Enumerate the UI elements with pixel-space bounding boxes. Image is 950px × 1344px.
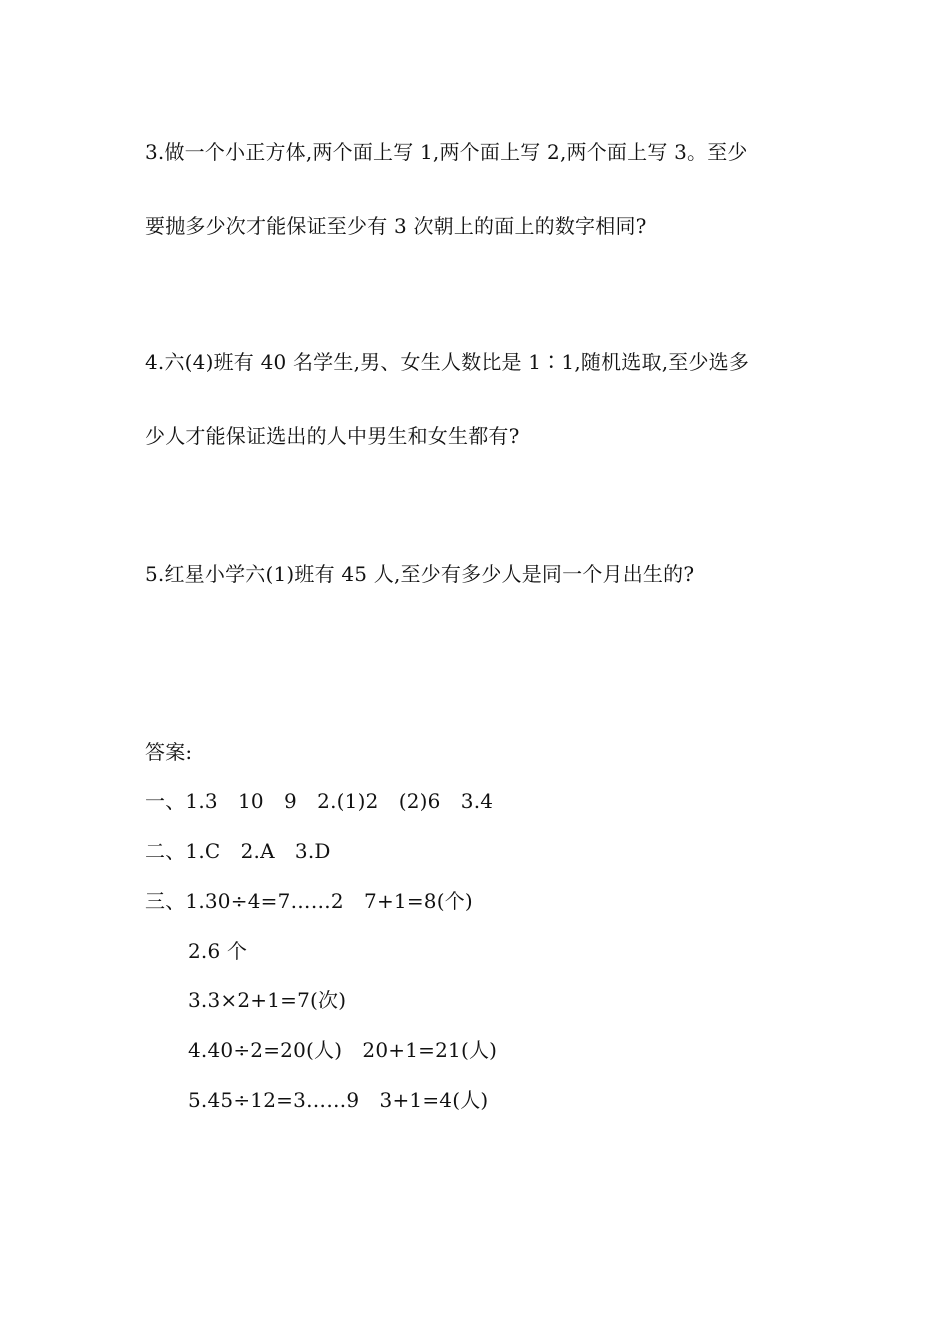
question-3-line-1: 3.做一个小正方体,两个面上写 1,两个面上写 2,两个面上写 3。至少: [145, 140, 748, 164]
answers-heading: 答案:: [145, 740, 193, 764]
answers-part-1: 一、1.3 10 9 2.(1)2 (2)6 3.4: [145, 789, 494, 813]
question-4-line-1: 4.六(4)班有 40 名学生,男、女生人数比是 1∶1,随机选取,至少选多: [145, 350, 750, 374]
answers-part-3-item-4: 4.40÷2=20(人) 20+1=21(人): [188, 1038, 498, 1062]
answers-part-2: 二、1.C 2.A 3.D: [145, 839, 331, 863]
question-5-line-1: 5.红星小学六(1)班有 45 人,至少有多少人是同一个月出生的?: [145, 562, 695, 586]
question-4-line-2: 少人才能保证选出的人中男生和女生都有?: [145, 424, 520, 448]
answers-part-3-item-3: 3.3×2+1=7(次): [188, 988, 347, 1012]
answers-part-3-item-1: 三、1.30÷4=7……2 7+1=8(个): [145, 889, 473, 913]
question-3-line-2: 要抛多少次才能保证至少有 3 次朝上的面上的数字相同?: [145, 214, 647, 238]
answers-part-3-item-2: 2.6 个: [188, 939, 248, 963]
answers-part-3-item-5: 5.45÷12=3……9 3+1=4(人): [188, 1088, 489, 1112]
